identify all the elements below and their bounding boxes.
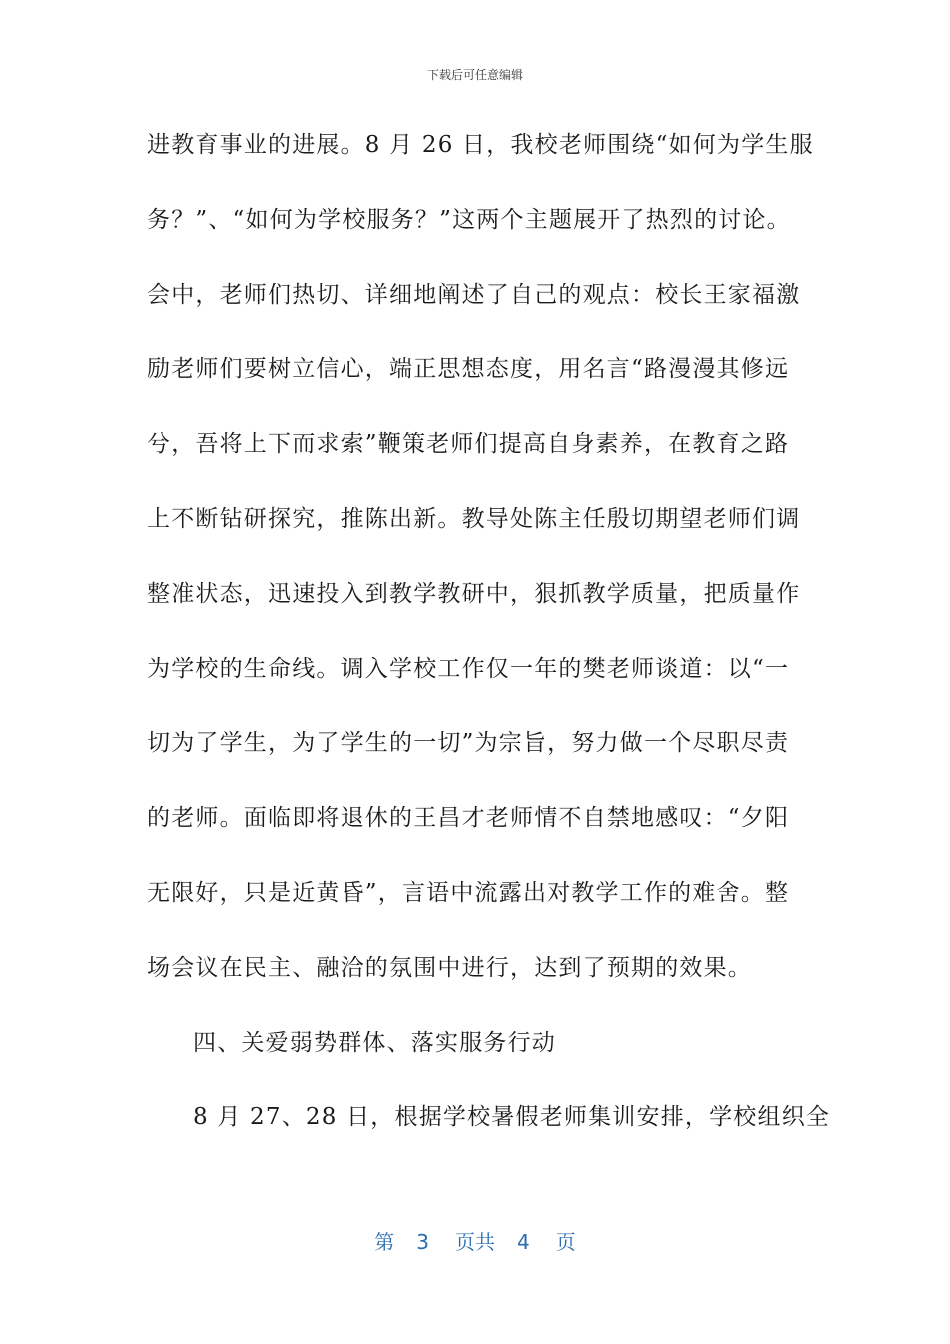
body-line: 场会议在民主、融洽的氛围中进行，达到了预期的效果。 bbox=[147, 954, 752, 981]
paragraph-start: 8 月 27、28 日，根据学校暑假老师集训安排，学校组织全 bbox=[193, 1104, 831, 1131]
body-line: 整准状态，迅速投入到教学教研中，狠抓教学质量，把质量作 bbox=[147, 580, 801, 607]
page-end: 页 bbox=[555, 1230, 576, 1254]
page-number bbox=[0, 1226, 950, 1255]
page-label: 第 bbox=[374, 1230, 395, 1254]
header-note: 下载后可任意编辑 bbox=[426, 68, 523, 82]
page-total: 4 bbox=[517, 1230, 530, 1254]
page-current: 3 bbox=[416, 1230, 429, 1254]
body-line: 励老师们要树立信心，端正思想态度，用名言“路漫漫其修远 bbox=[147, 356, 790, 383]
section-heading: 四、关爱弱势群体、落实服务行动 bbox=[193, 1029, 556, 1056]
body-line: 兮，吾将上下而求索”鞭策老师们提高自身素养，在教育之路 bbox=[147, 431, 790, 458]
body-line: 的老师。面临即将退休的王昌才老师情不自禁地感叹：“夕阳 bbox=[147, 805, 790, 832]
body-line: 上不断钻研探究，推陈出新。教导处陈主任殷切期望老师们调 bbox=[147, 505, 801, 532]
body-line: 会中，老师们热切、详细地阐述了自己的观点：校长王家福激 bbox=[147, 281, 801, 308]
page-mid: 页共 bbox=[455, 1230, 495, 1254]
body-line: 进教育事业的进展。8 月 26 日，我校老师围绕“如何为学生服 bbox=[147, 132, 814, 158]
document-body bbox=[147, 128, 831, 1175]
body-line: 务？”、“如何为学校服务？”这两个主题展开了热烈的讨论。 bbox=[147, 206, 791, 233]
body-line: 为学校的生命线。调入学校工作仅一年的樊老师谈道：以“一 bbox=[147, 655, 790, 682]
body-line: 无限好，只是近黄昏”，言语中流露出对教学工作的难舍。整 bbox=[147, 879, 790, 906]
body-line: 切为了学生，为了学生的一切”为宗旨，努力做一个尽职尽责 bbox=[147, 730, 790, 757]
